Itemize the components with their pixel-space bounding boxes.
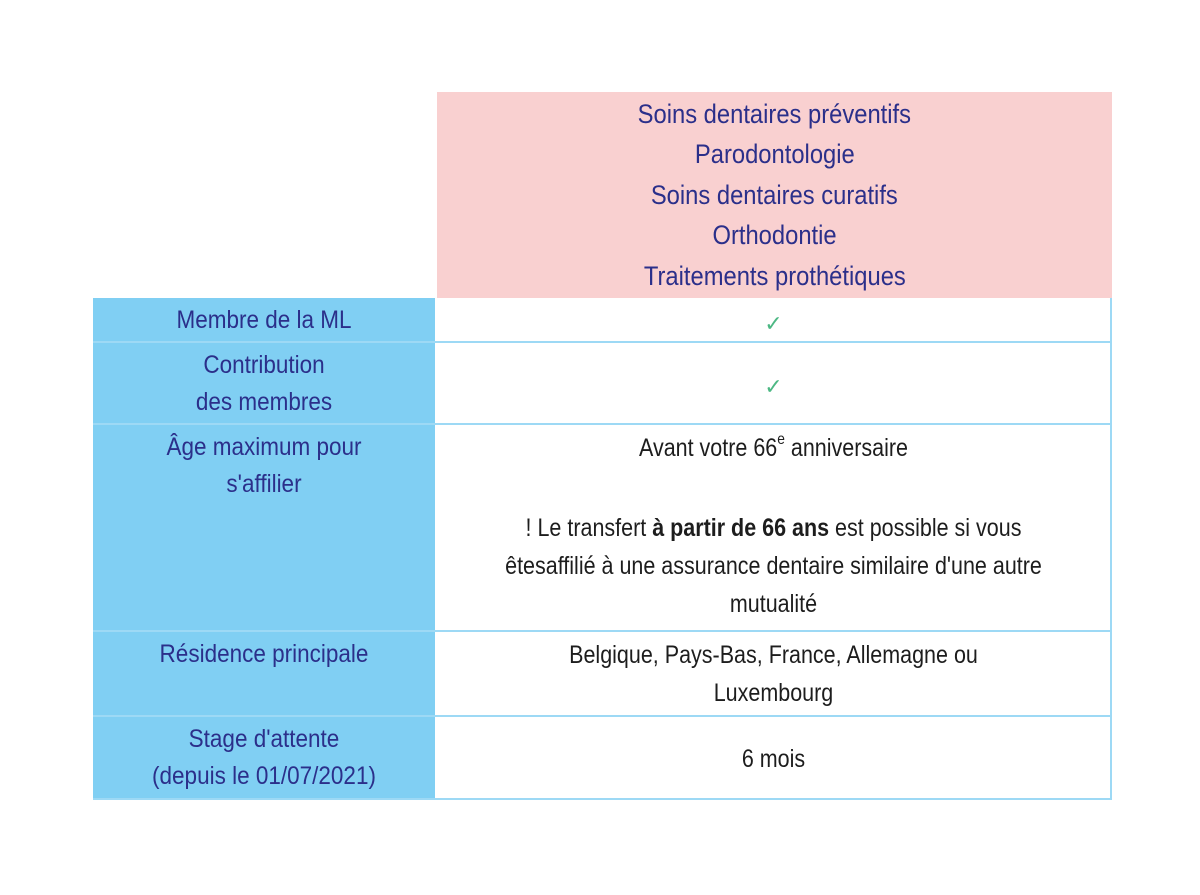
category-periodontology: Parodontologie [694, 139, 855, 170]
coverage-header [437, 92, 1112, 298]
row-label: Stage d'attente (depuis le 01/07/2021) [93, 717, 437, 798]
row-label: Membre de la ML [93, 298, 437, 341]
table-row-contribution [93, 343, 1112, 425]
table-row-max-age [93, 425, 1112, 632]
conditions-table [93, 298, 1112, 800]
category-prosthetics: Traitements prothétiques [643, 260, 906, 291]
row-label: Contribution des membres [93, 343, 437, 423]
category-curative: Soins dentaires curatifs [651, 179, 898, 210]
row-value: Belgique, Pays-Bas, France, Allemagne ou Luxembourg [437, 632, 1112, 715]
check-icon: ✓ [764, 374, 783, 399]
category-preventive: Soins dentaires préventifs [637, 98, 912, 129]
row-label: Résidence principale [93, 632, 437, 715]
row-value [437, 298, 1112, 341]
row-value: Avant votre 66e anniversaire ! Le transfert à partir de 66 ans est possible si vous êtesaffilié à une assurance dentaire similaire d'une autre mutualité [437, 425, 1112, 630]
check-icon: ✓ [764, 311, 783, 336]
category-orthodontics: Orthodontie [712, 220, 837, 251]
transfer-note: ! Le transfert à partir de 66 ans est possible si vous [525, 514, 1022, 542]
row-value [437, 343, 1112, 423]
table-row-waiting-period [93, 717, 1112, 800]
table-row-residence [93, 632, 1112, 717]
row-label: Âge maximum pour s'affilier [93, 425, 437, 630]
table-row-membership [93, 298, 1112, 343]
max-age-text: Avant votre 66e anniversaire [638, 431, 909, 462]
row-value: 6 mois [437, 717, 1112, 798]
